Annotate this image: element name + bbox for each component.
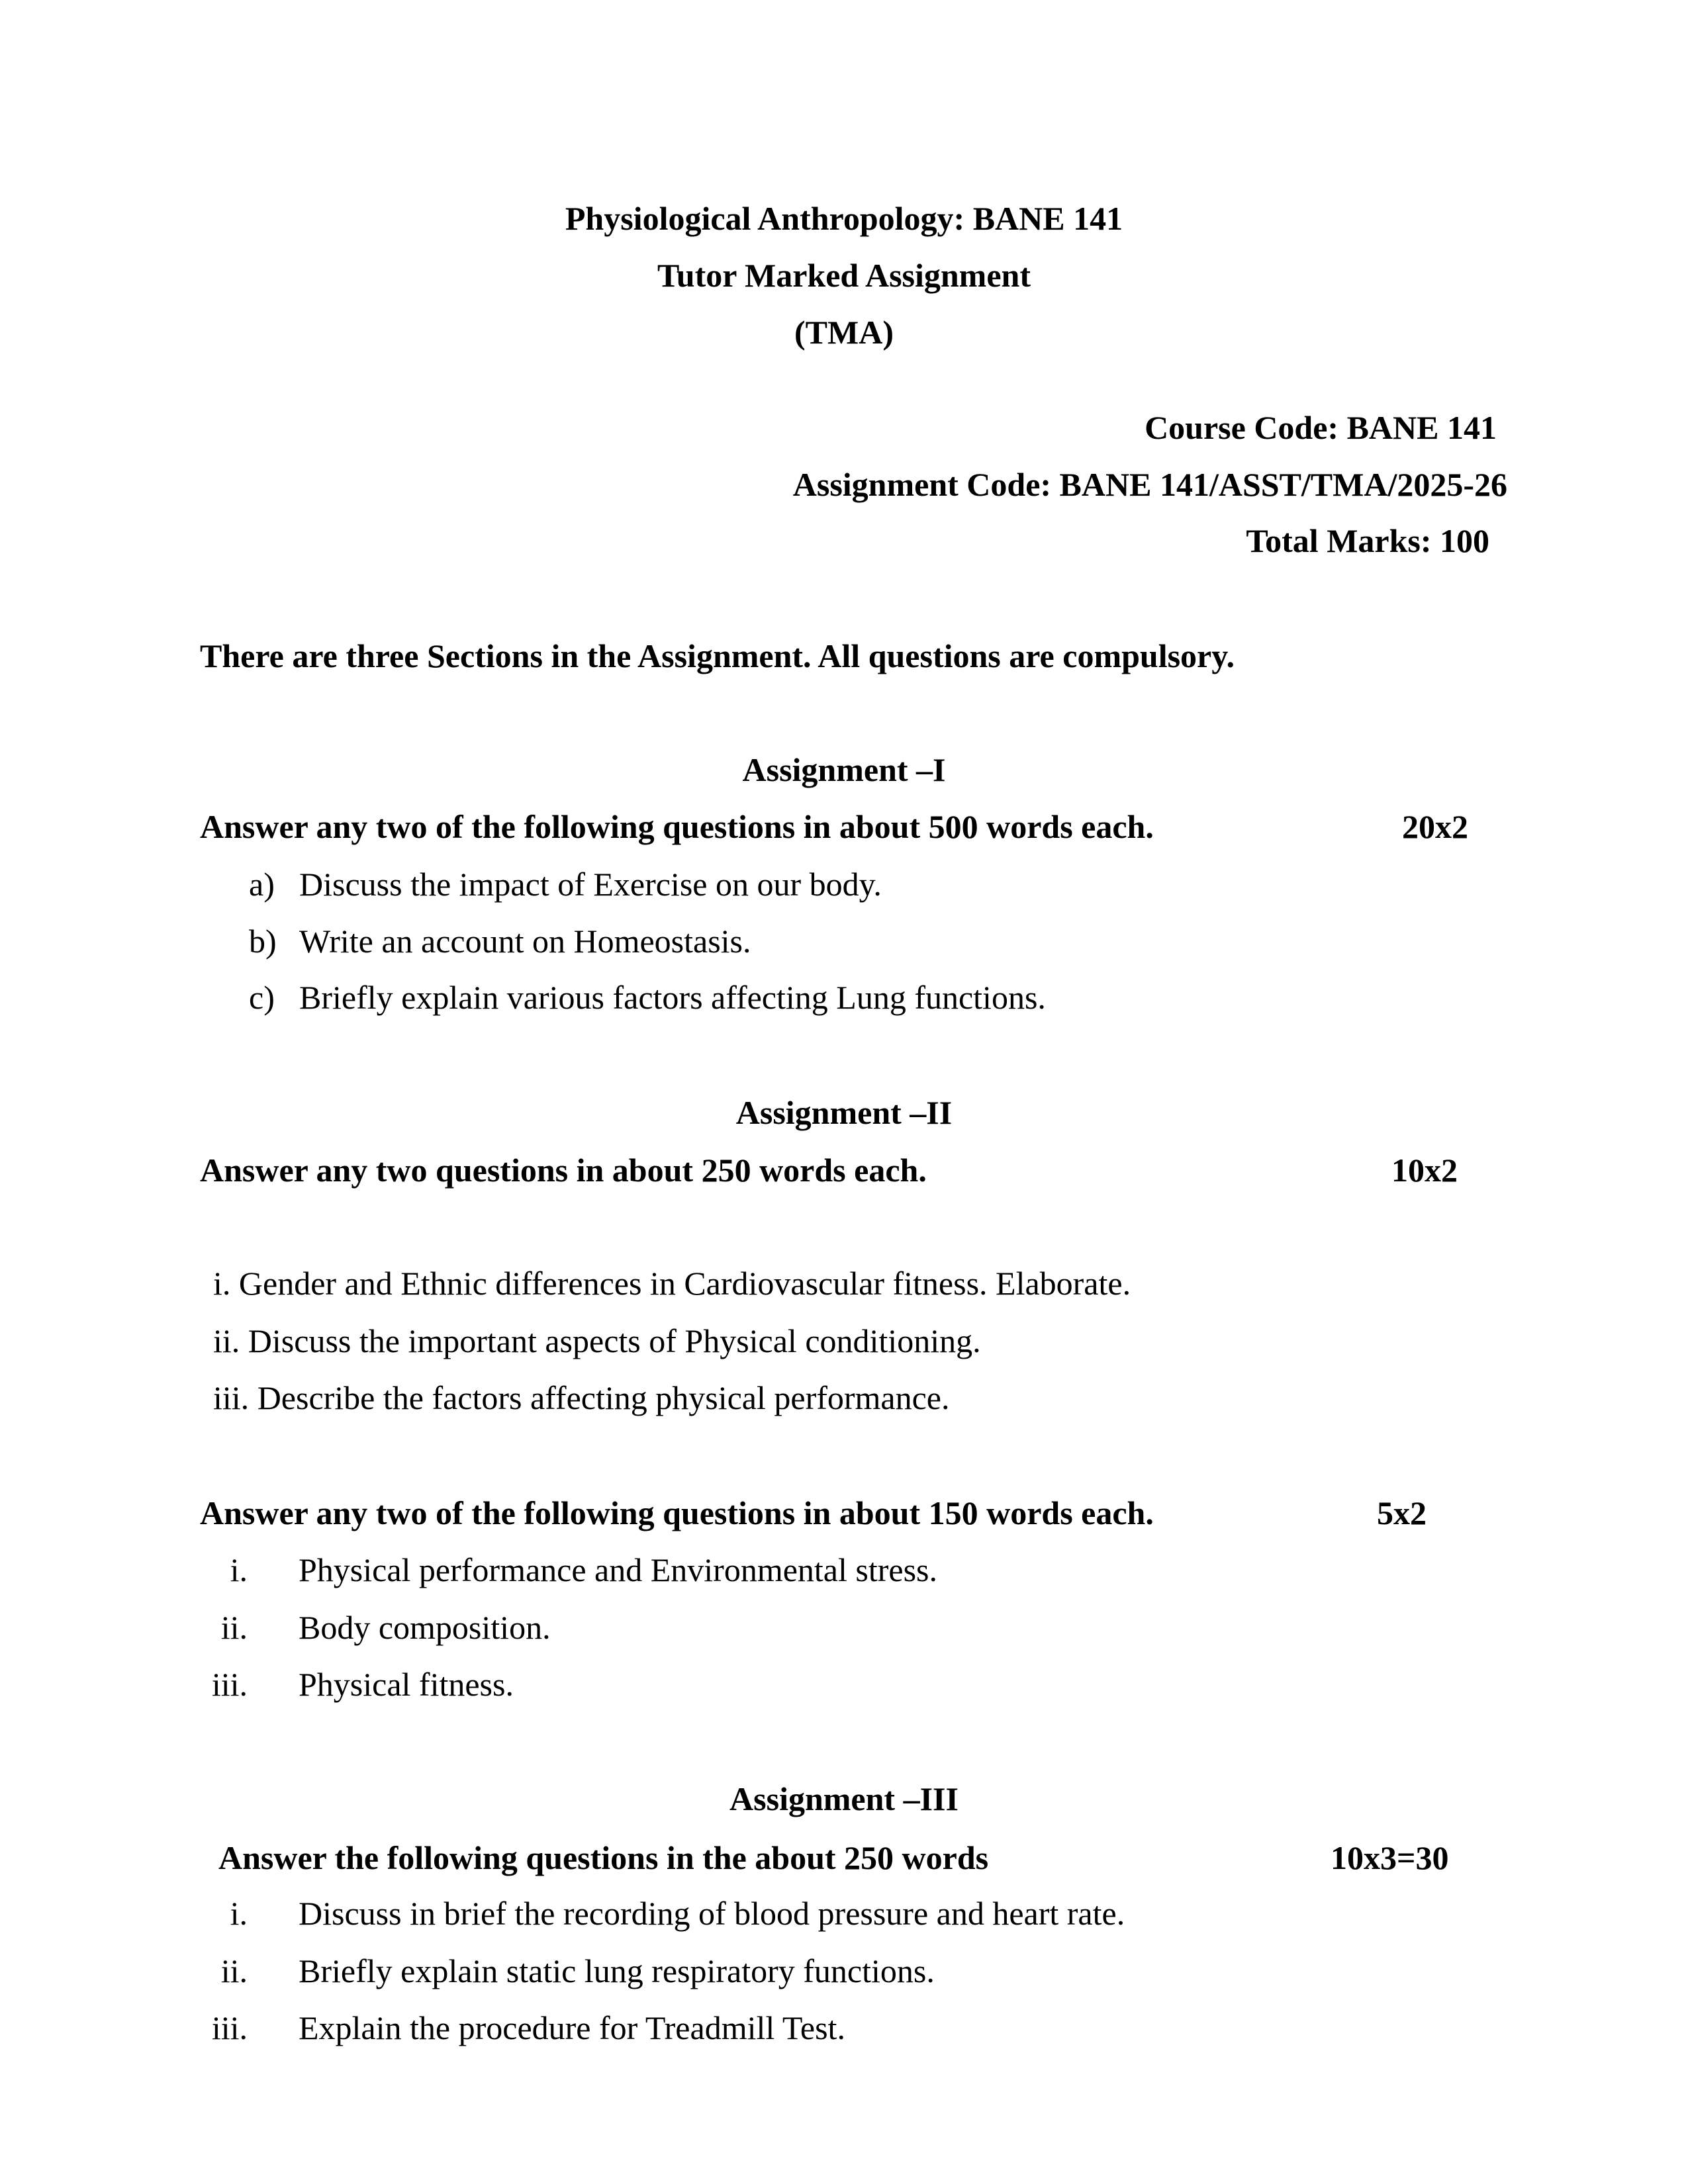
- assignment-code: Assignment Code: BANE 141/ASST/TMA/2025-26: [792, 466, 1507, 503]
- question-label: i.: [230, 1895, 248, 1932]
- course-code: Course Code: BANE 141: [1145, 409, 1497, 446]
- question-label: ii.: [220, 1952, 248, 1989]
- question-label: i.: [230, 1551, 248, 1588]
- question-text: Write an account on Homeostasis.: [299, 923, 751, 960]
- question-text: Discuss the important aspects of Physical conditioning.: [248, 1322, 981, 1359]
- question-label: ii.: [220, 1609, 248, 1646]
- section-3-instruction: Answer the following questions in the about 250 words: [218, 1839, 989, 1876]
- question-text: Discuss the impact of Exercise on our body.: [299, 866, 882, 903]
- question-label: iii.: [213, 1379, 250, 1416]
- section-1-instruction: Answer any two of the following questions in about 500 words each.: [200, 808, 1154, 845]
- section-2-instruction-a: Answer any two questions in about 250 words each.: [200, 1152, 927, 1189]
- question-label: ii.: [213, 1322, 240, 1359]
- question-item: [213, 1267, 1131, 1300]
- question-item: [213, 1324, 981, 1357]
- question-text: Gender and Ethnic differences in Cardiovascular fitness. Elaborate.: [238, 1265, 1131, 1302]
- question-label: b): [249, 923, 277, 960]
- question-label: iii.: [211, 2009, 248, 2046]
- section-heading-2: Assignment –II: [735, 1094, 953, 1131]
- document-subtitle: Tutor Marked Assignment: [657, 257, 1031, 294]
- question-text: Physical fitness.: [299, 1666, 514, 1703]
- section-3-marks: 10x3=30: [1331, 1839, 1449, 1876]
- question-item: [213, 1381, 950, 1414]
- question-text: Body composition.: [299, 1609, 551, 1646]
- question-label: iii.: [211, 1666, 248, 1703]
- section-heading-3: Assignment –III: [729, 1780, 959, 1817]
- section-2-marks-b: 5x2: [1377, 1494, 1427, 1531]
- question-text: Briefly explain static lung respiratory functions.: [299, 1952, 935, 1989]
- question-text: Explain the procedure for Treadmill Test.: [299, 2009, 845, 2046]
- question-label: a): [249, 866, 275, 903]
- question-text: Describe the factors affecting physical performance.: [257, 1379, 950, 1416]
- question-text: Briefly explain various factors affecting Lung functions.: [299, 979, 1046, 1016]
- section-2-instruction-b: Answer any two of the following questions in about 150 words each.: [200, 1494, 1154, 1531]
- question-text: Discuss in brief the recording of blood pressure and heart rate.: [299, 1895, 1125, 1932]
- total-marks: Total Marks: 100: [1246, 522, 1489, 559]
- question-label: i.: [213, 1265, 231, 1302]
- section-2-marks-a: 10x2: [1391, 1152, 1458, 1189]
- question-label: c): [249, 979, 275, 1016]
- section-heading-1: Assignment –I: [742, 751, 946, 788]
- document-abbrev: (TMA): [794, 314, 894, 351]
- question-text: Physical performance and Environmental stress.: [299, 1551, 937, 1588]
- intro-instruction: There are three Sections in the Assignment. All questions are compulsory.: [200, 637, 1235, 674]
- document-title: Physiological Anthropology: BANE 141: [565, 200, 1123, 237]
- section-1-marks: 20x2: [1402, 808, 1468, 845]
